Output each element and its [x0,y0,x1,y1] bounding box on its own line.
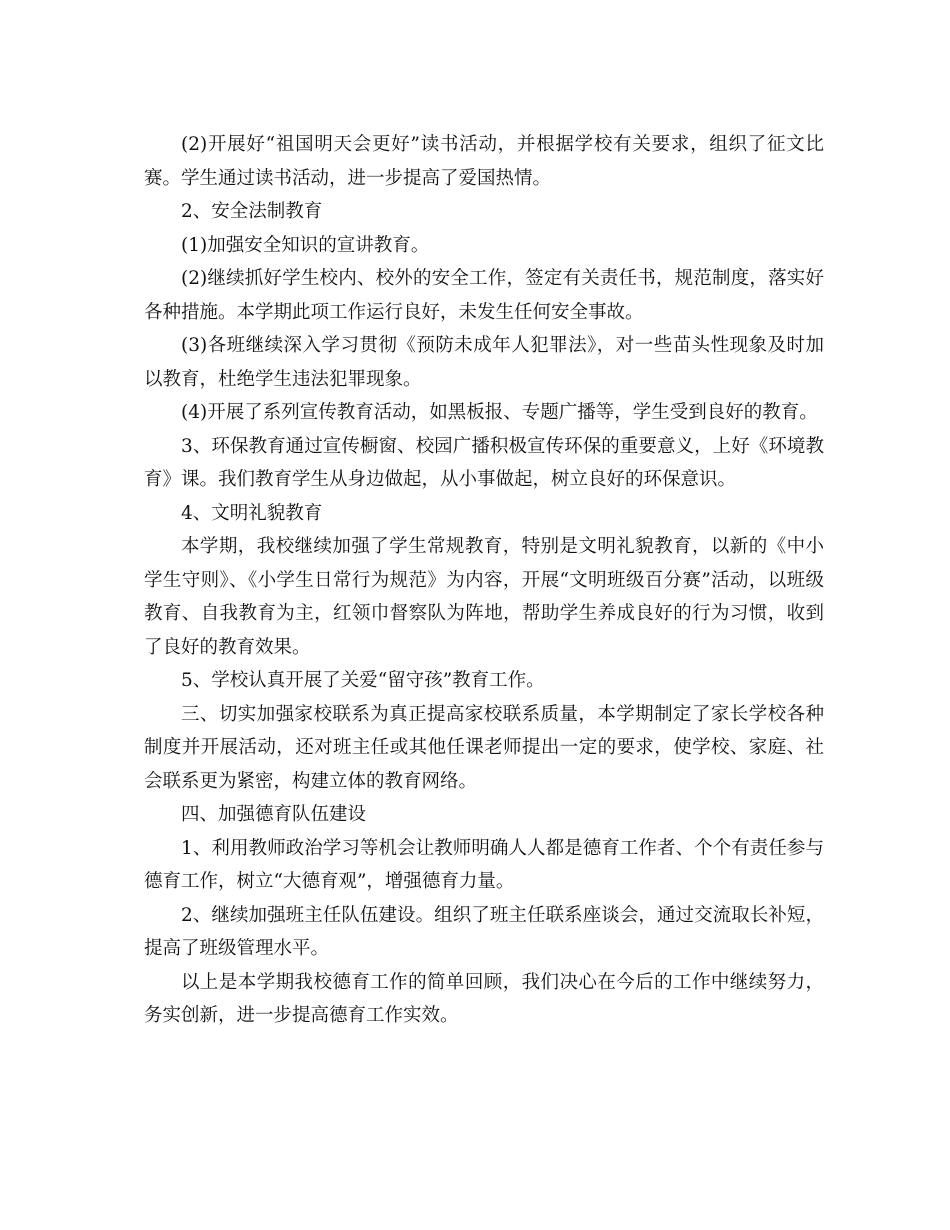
paragraph-teacher-study: 1、利用教师政治学习等机会让教师明确人人都是德育工作者、个个有责任参与德育工作，树立“大德育观”，增强德育力量。 [144,837,824,892]
paragraph-left-behind-children: 5、学校认真开展了关爱“留守孩”教育工作。 [181,670,545,691]
heading-moral-team-building: 四、加强德育队伍建设 [181,804,367,825]
paragraph-conclusion: 以上是本学期我校德育工作的简单回顾，我们决心在今后的工作中继续努力，务实创新，进一步提高德育工作实效。 [144,971,824,1026]
paragraph-reading-activity: (2)开展好“祖国明天会更好”读书活动，并根据学校有关要求，组织了征文比赛。学生通过读书活动，进一步提高了爱国热情。 [144,134,824,189]
heading-civility-education: 4、文明礼貌教育 [181,502,323,524]
paragraph-environmental-education: 3、环保教育通过宣传橱窗、校园广播积极宣传环保的重要意义，上好《环境教育》课。我们教育学生从身边做起，从小事做起，树立良好的环保意识。 [144,435,824,490]
paragraph-civility-details: 本学期，我校继续加强了学生常规教育，特别是文明礼貌教育，以新的《中小学生守则》、《小学生日常行为规范》为内容，开展“文明班级百分赛”活动，以班级教育、自我教育为主，红领巾督察队为阵地，帮助学生养成良好的行为习惯，收到了良好的教育效果。 [144,536,824,658]
document-body [144,128,824,1033]
paragraph-home-school-contact: 三、切实加强家校联系为真正提高家校联系质量，本学期制定了家长学校各种制度并开展活动，还对班主任或其他任课老师提出一定的要求，使学校、家庭、社会联系更为紧密，构建立体的教育网络。 [144,703,824,792]
paragraph-crime-prevention: (3)各班继续深入学习贯彻《预防未成年人犯罪法》，对一些苗头性现象及时加以教育，杜绝学生违法犯罪现象。 [144,335,824,390]
paragraph-campus-safety: (2)继续抓好学生校内、校外的安全工作，签定有关责任书，规范制度，落实好各种措施。本学期此项工作运行良好，未发生任何安全事故。 [144,268,824,323]
paragraph-publicity-activities: (4)开展了系列宣传教育活动，如黑板报、专题广播等，学生受到良好的教育。 [181,402,818,423]
heading-safety-law-education: 2、安全法制教育 [181,201,323,222]
paragraph-head-teacher-team: 2、继续加强班主任队伍建设。组织了班主任联系座谈会，通过交流取长补短，提高了班级管理水平。 [144,904,824,959]
paragraph-safety-knowledge: (1)加强安全知识的宣讲教育。 [181,234,430,256]
